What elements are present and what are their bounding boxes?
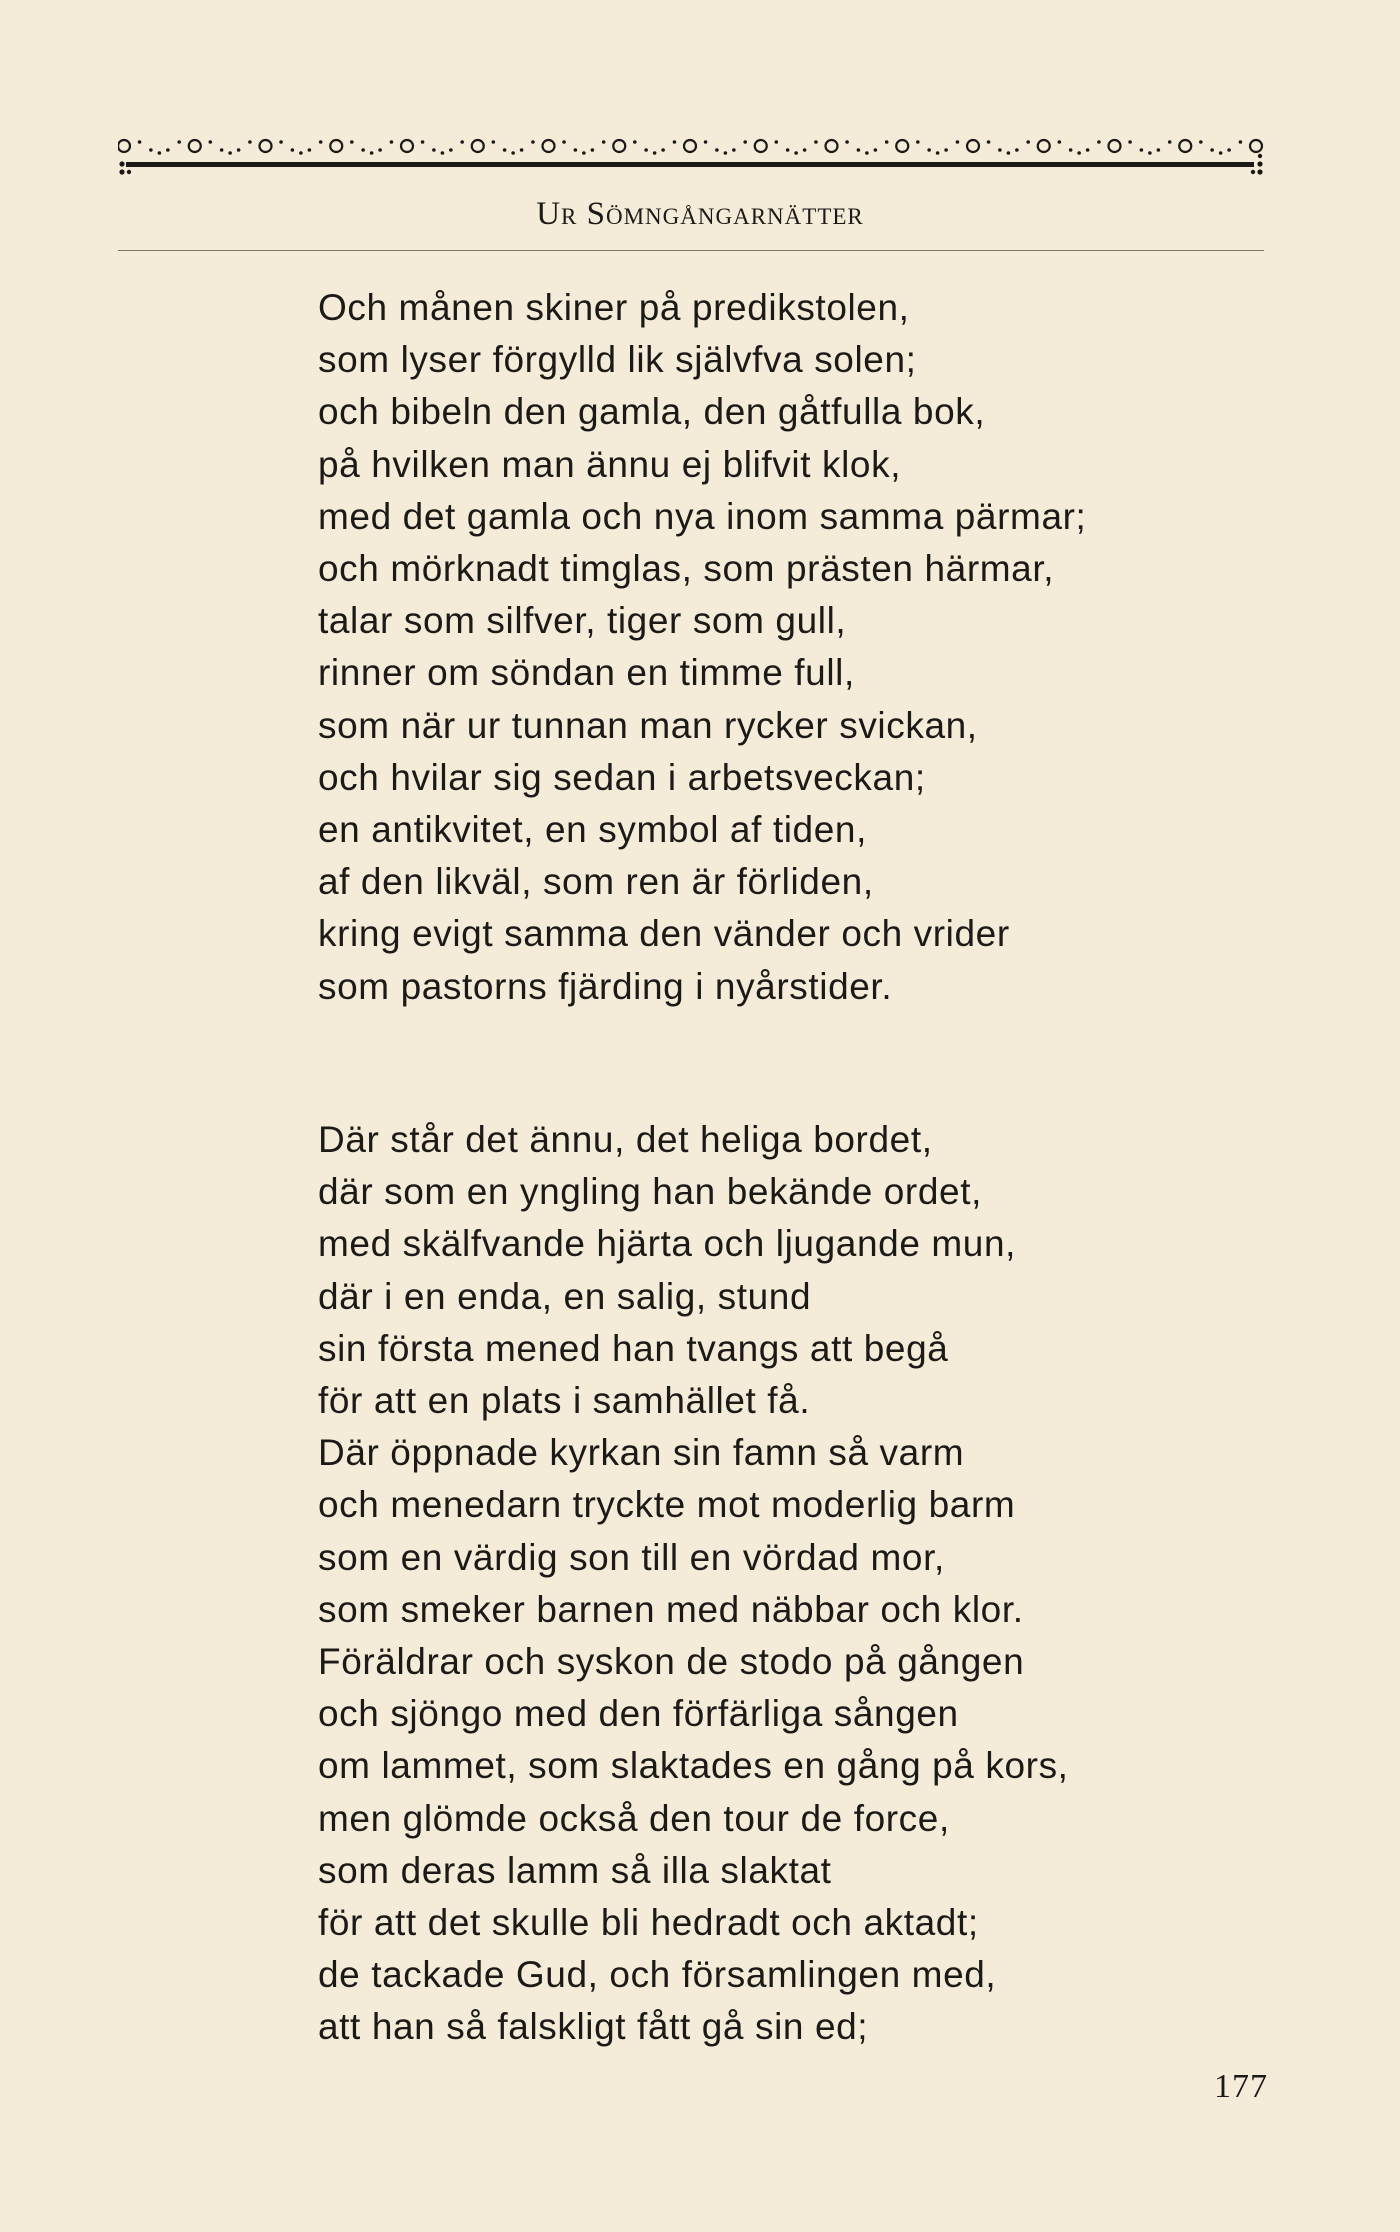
ornament-ring (472, 140, 484, 152)
poem-line: och bibeln den gamla, den gåtfulla bok, (318, 391, 986, 433)
ornament-dot (574, 148, 578, 152)
ornament-dot (865, 151, 869, 155)
poem-line: Där öppnade kyrkan sin famn så varm (318, 1432, 965, 1474)
ornament-dot (644, 148, 648, 152)
ornament-dot (582, 151, 586, 155)
ornament-ring (613, 140, 625, 152)
poem-line: där som en yngling han bekände ordet, (318, 1171, 982, 1213)
ornament-dot (927, 148, 931, 152)
ornament-dot (460, 140, 464, 144)
ornament-ring (401, 140, 413, 152)
ornament-dot (1168, 140, 1172, 144)
ornament-dot (520, 148, 524, 152)
ornament-dot (319, 140, 323, 144)
ornament-dot (531, 140, 535, 144)
ornament-ring (1109, 140, 1121, 152)
ornament-dot (361, 148, 365, 152)
ornament-dot (874, 148, 878, 152)
ornament-ring (1179, 140, 1191, 152)
ornament-dot (1157, 148, 1161, 152)
poem-line: talar som silfver, tiger som gull, (318, 600, 847, 642)
ornament-dot (421, 140, 425, 144)
ornament-dot (794, 151, 798, 155)
ornament-dot (291, 148, 295, 152)
ornament-dot (1015, 148, 1019, 152)
ornament-dot (1026, 140, 1030, 144)
ornament-dot (1199, 140, 1203, 144)
poem-line: en antikvitet, en symbol af tiden, (318, 809, 867, 851)
ornament-ring (684, 140, 696, 152)
ornament-dot (1148, 151, 1152, 155)
ornament-ring (189, 140, 201, 152)
ornament-dot (370, 151, 374, 155)
ornament-dot (845, 140, 849, 144)
ornament-dot (724, 151, 728, 155)
poem-line: där i en enda, en salig, stund (318, 1275, 812, 1317)
ornament-dot (228, 151, 232, 155)
ornament-ring (260, 140, 272, 152)
running-header-title: Ur Sömngångarnätter (536, 196, 864, 232)
ornament-dot (633, 140, 637, 144)
ornament-ring (543, 140, 555, 152)
poem-line: med det gamla och nya inom samma pärmar; (318, 495, 1087, 537)
ornament-dot (732, 148, 736, 152)
ornament-dot (743, 140, 747, 144)
ornament-dot (715, 148, 719, 152)
poem-line: som när ur tunnan man rycker svickan, (318, 704, 978, 746)
ornament-dot (814, 140, 818, 144)
ornament-dot (998, 148, 1002, 152)
ornament-dot (390, 140, 394, 144)
ornament-dot (158, 151, 162, 155)
poem-stanza-1 (318, 282, 1086, 1013)
ornament-dot (1210, 148, 1214, 152)
ornament-dot (1077, 151, 1081, 155)
poem-line: för att en plats i samhället få. (318, 1380, 811, 1422)
ornament-dot (1097, 140, 1101, 144)
poem-line: som smeker barnen med näbbar och klor. (318, 1588, 1024, 1630)
ornament-dot (1086, 148, 1090, 152)
poem-line: men glömde också den tour de force, (318, 1797, 950, 1839)
ornament-dot (248, 140, 252, 144)
ornament-dot (704, 140, 708, 144)
ornament-dot (432, 148, 436, 152)
poem-line: af den likväl, som ren är förliden, (318, 861, 874, 903)
poem-line: sin första mened han tvangs att begå (318, 1327, 949, 1369)
poem-line: de tackade Gud, och församlingen med, (318, 1954, 997, 1996)
ornament-dot (916, 140, 920, 144)
poem-line: kring evigt samma den vänder och vrider (318, 913, 1010, 955)
ornament-dot (1007, 151, 1011, 155)
ornament-dot (661, 148, 665, 152)
poem-line: med skälfvande hjärta och ljugande mun, (318, 1223, 1017, 1265)
ornament-dot (653, 151, 657, 155)
ornament-dot (562, 140, 566, 144)
ornament-dot (987, 140, 991, 144)
poem-line: Föräldrar och syskon de stodo på gången (318, 1641, 1025, 1683)
ornament-dot (503, 148, 507, 152)
ornament-dot (1239, 140, 1243, 144)
ornament-dot (1128, 140, 1132, 144)
ornament-dot (1140, 148, 1144, 152)
ornament-ring (1250, 140, 1262, 152)
poem-line: och menedarn tryckte mot moderlig barm (318, 1484, 1016, 1526)
poem-line: som lyser förgylld lik självfva solen; (318, 339, 917, 381)
ornament-dot (885, 140, 889, 144)
ornament-dot (449, 148, 453, 152)
poem-line: på hvilken man ännu ej blifvit klok, (318, 443, 902, 485)
ornament-dot (138, 140, 142, 144)
ornament-dot (378, 148, 382, 152)
ornament-dot (936, 151, 940, 155)
ornament-ring (1038, 140, 1050, 152)
poem-line: som deras lamm så illa slaktat (318, 1849, 832, 1891)
ornament-dot (177, 140, 181, 144)
ornament-dot (299, 151, 303, 155)
poem-line: som pastorns fjärding i nyårstider. (318, 965, 893, 1007)
ornament-dot (492, 140, 496, 144)
ornament-dot (1069, 148, 1073, 152)
ornament-svg (118, 128, 1264, 188)
poem-line: och sjöngo med den förfärliga sången (318, 1693, 959, 1735)
ornament-dot (1227, 148, 1231, 152)
poem-line: och hvilar sig sedan i arbetsveckan; (318, 756, 926, 798)
ornament-dot (673, 140, 677, 144)
ornament-dot (279, 140, 283, 144)
ornament-ring (896, 140, 908, 152)
header-divider (118, 250, 1264, 251)
ornament-dot (591, 148, 595, 152)
poem-line: rinner om söndan en timme full, (318, 652, 855, 694)
ornament-ring (967, 140, 979, 152)
ornament-dot (786, 148, 790, 152)
ornament-ring (118, 140, 130, 152)
ornament-thick-rule (126, 162, 1254, 167)
ornament-dot (602, 140, 606, 144)
poem-stanza-2 (318, 1114, 1069, 2054)
ornament-ring (826, 140, 838, 152)
ornament-ring (755, 140, 767, 152)
ornament-dot (1219, 151, 1223, 155)
ornament-dot (350, 140, 354, 144)
ornament-dot (944, 148, 948, 152)
ornament-dot (237, 148, 241, 152)
ornament-ring (330, 140, 342, 152)
ornament-dot (209, 140, 213, 144)
poem-line: Där står det ännu, det heliga bordet, (318, 1119, 933, 1160)
ornament-dot (803, 148, 807, 152)
ornament-dot (857, 148, 861, 152)
decorative-border-ornament (118, 128, 1264, 188)
poem-line: och mörknadt timglas, som prästen härmar, (318, 548, 1055, 590)
ornament-dot (956, 140, 960, 144)
ornament-dot (441, 151, 445, 155)
page-number: 177 (1214, 2068, 1268, 2105)
poem-line: som en värdig son till en vördad mor, (318, 1536, 945, 1578)
ornament-dot (166, 148, 170, 152)
ornament-dot (149, 148, 153, 152)
ornament-dot (1058, 140, 1062, 144)
poem-line: Och månen skiner på predikstolen, (318, 287, 910, 328)
poem-line: för att det skulle bli hedradt och aktadt; (318, 1902, 979, 1944)
ornament-dot (511, 151, 515, 155)
poem-line: att han så falskligt fått gå sin ed; (318, 2006, 869, 2048)
poem-line: om lammet, som slaktades en gång på kors, (318, 1745, 1069, 1787)
ornament-dot (308, 148, 312, 152)
ornament-dot (775, 140, 779, 144)
ornament-dot (220, 148, 224, 152)
